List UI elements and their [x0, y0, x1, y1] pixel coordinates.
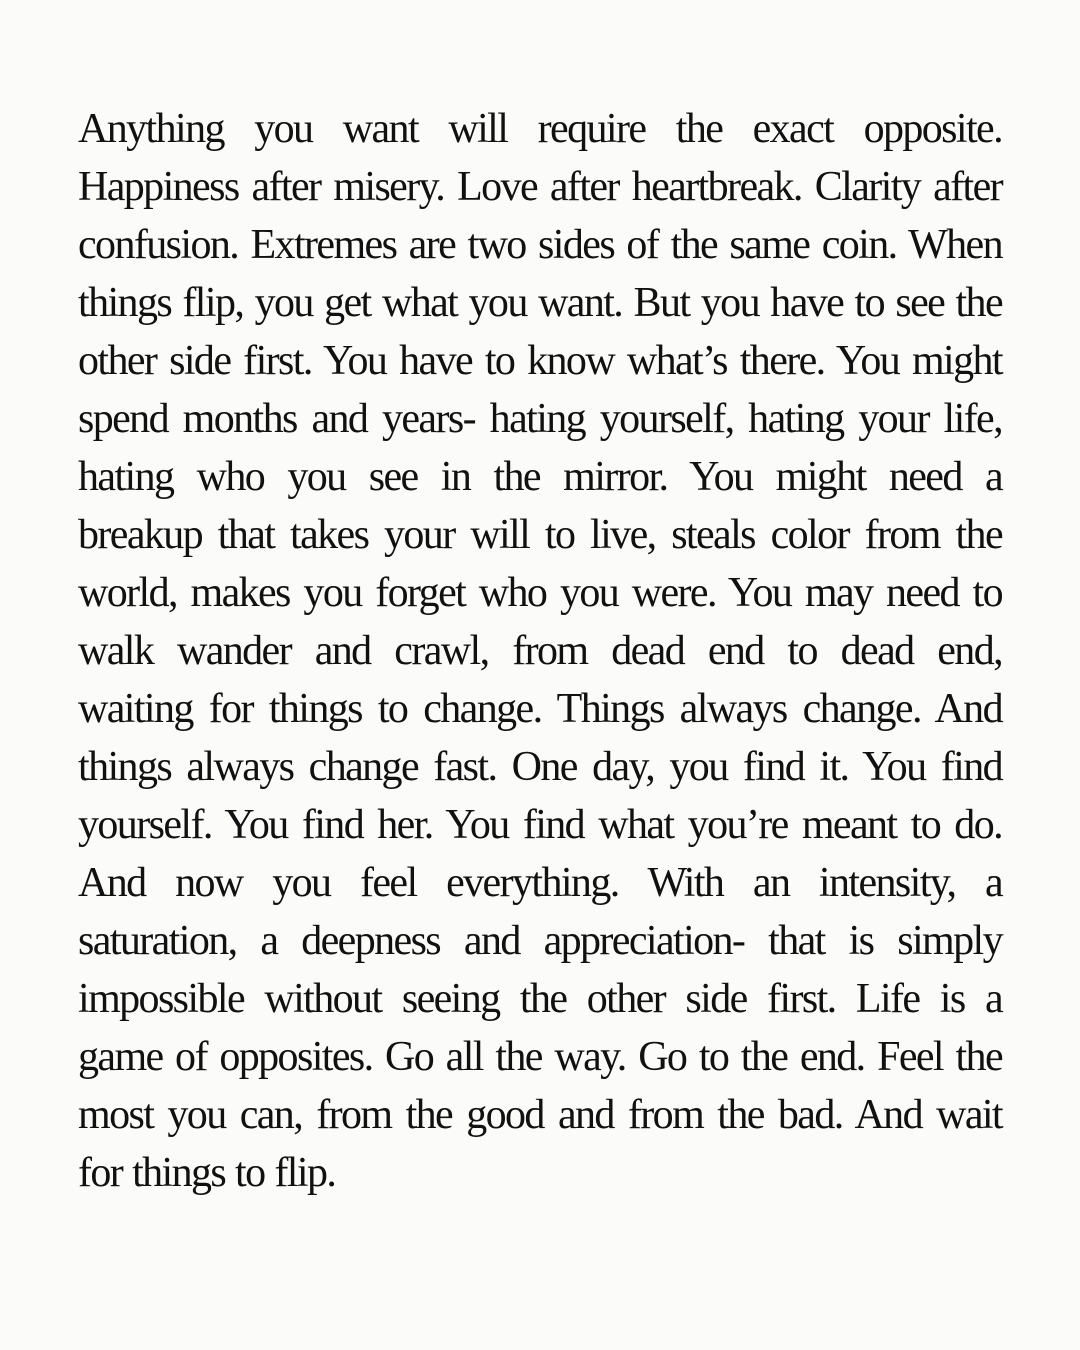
quote-text: Anything you want will require the exact opposite. Happiness after misery. Love after heartbreak. Clarity after confusion. Extremes are two sides of the same coin. When things flip, you get what you want. But you have to see the other side first. You have to know what’s there. You might spend months and years- hating yourself, hating your life, hating who you see in the mirror. You might need a breakup that takes your will to live, steals color from the world, makes you forget who you were. You may need to walk wander and crawl, from dead end to dead end, waiting for things to change. Things always change. And things always change fast. One day, you find it. You find yourself. You find her. You find what you’re meant to do. And now you feel everything. With an intensity, a saturation, a deepness and appreciation- that is simply impossible without seeing the other side first. Life is a game of opposites. Go all the way. Go to the end. Feel the most you can, from the good and from the bad. And wait for things to flip. — [78, 106, 1002, 1196]
quote-card — [78, 100, 1002, 1202]
